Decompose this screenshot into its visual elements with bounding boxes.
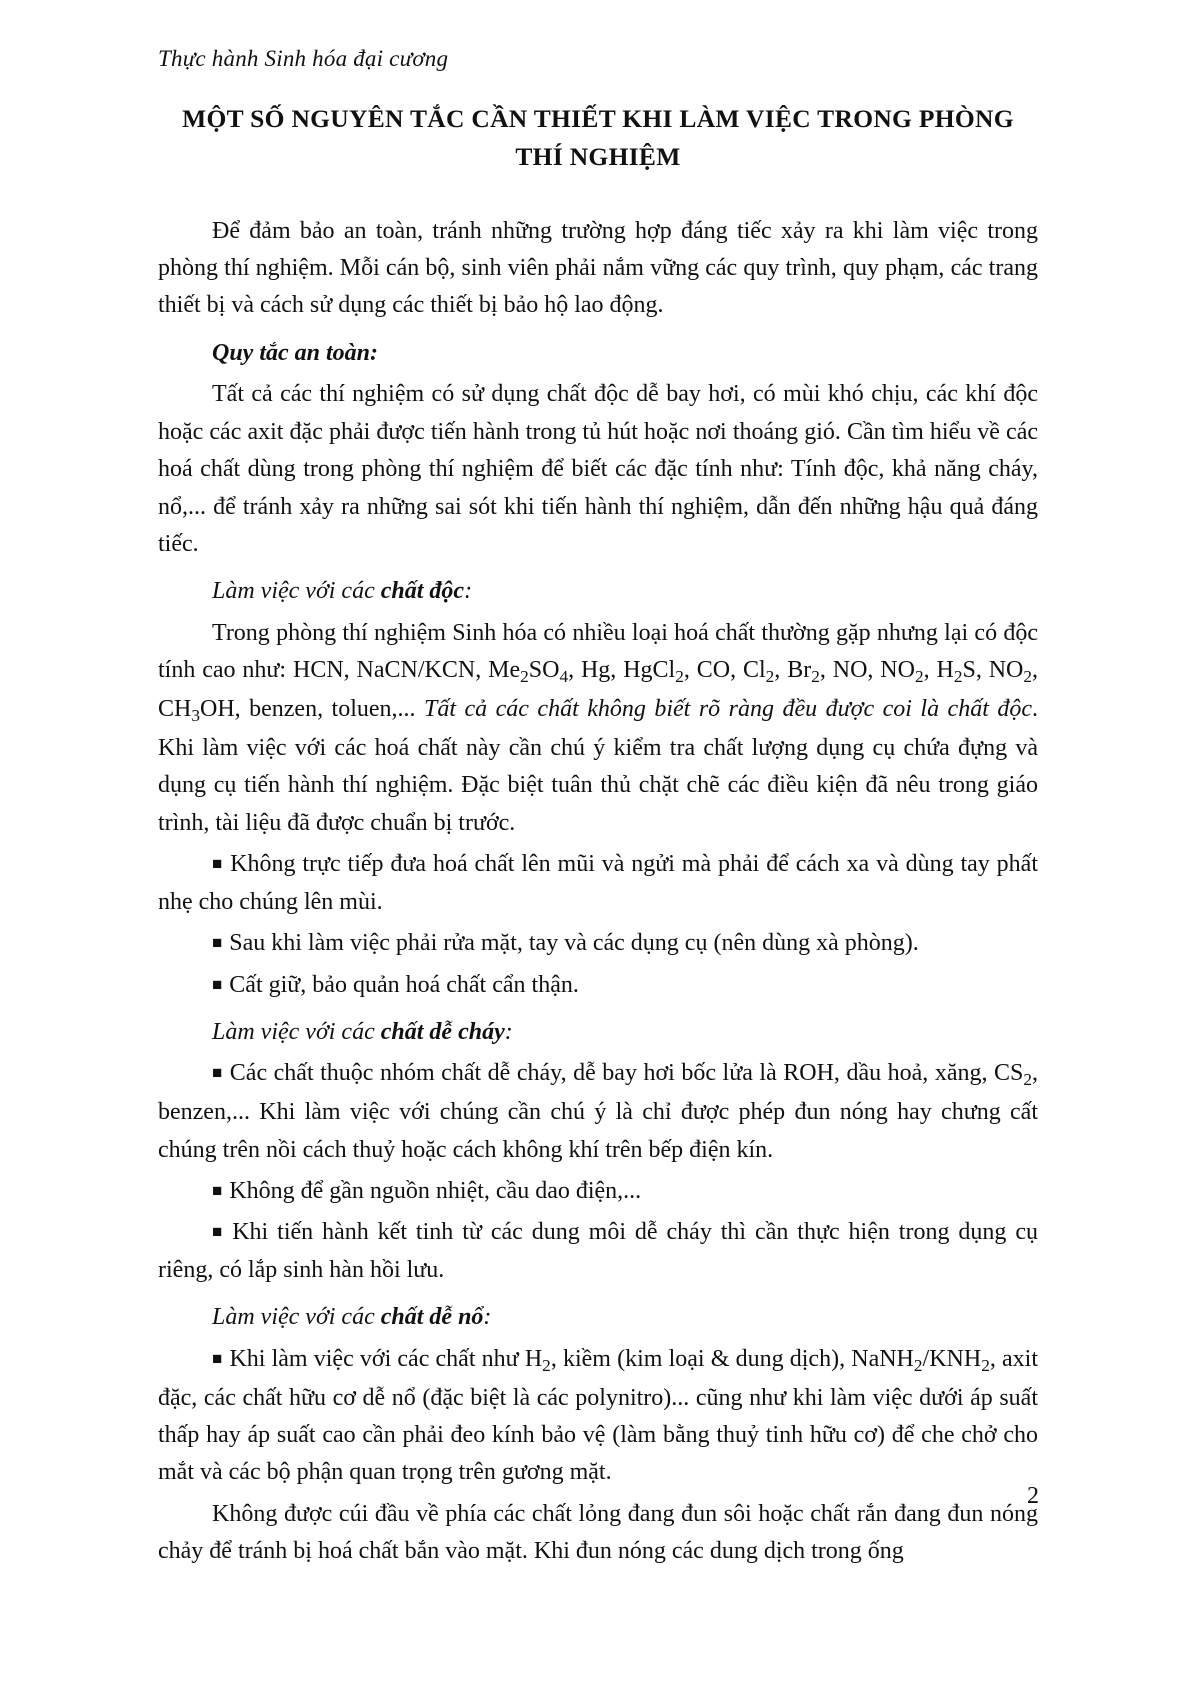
toxic-sub-2: 4 [559,667,569,687]
list-item [158,846,1038,921]
toxic-text-3: , Hg, HgCl [568,657,676,684]
section-heading-safety-rules [158,335,1038,372]
toxic-text-4: , CO, Cl [683,657,766,684]
section-heading-explosive-bold: chất dễ nổ [380,1304,484,1331]
toxic-text-6: , NO, NO [819,657,915,684]
flammable-text-1: Các chất thuộc nhóm chất dễ cháy, dễ bay hơi bốc lửa là ROH, dầu hoả, xăng, CS [229,1060,1024,1087]
section-heading-safety-rules-label: Quy tắc an toàn: [212,339,379,366]
explosive-text-2: , kiềm (kim loại & dung dịch), NaNH [550,1345,914,1372]
section-heading-toxic-suffix: : [464,578,473,605]
toxic-sub-4: 2 [765,667,775,687]
explosive-sub-2: 2 [913,1355,923,1375]
toxic-text-9: , CH [158,657,1039,723]
toxic-text-2: SO [528,657,560,684]
toxic-text-8: S, NO [962,657,1024,684]
section-heading-toxic [158,573,1038,610]
section-heading-flammable-suffix: : [504,1018,513,1045]
toxic-sub-9: 3 [191,705,200,725]
running-head: Thực hành Sinh hóa đại cương [158,46,449,71]
page-number: 2 [1027,1483,1039,1509]
page-title-line-2: THÍ NGHIỆM [515,142,681,172]
bullet-square-icon: ■ [212,974,223,994]
explosive-text-3: /KNH [922,1345,982,1372]
section-heading-explosive-prefix: Làm việc với các [212,1304,381,1331]
flammable-text-2: , benzen,... Khi làm việc với chúng cần chú ý là chỉ được phép đun nóng hay chưng cất chúng trên nồi cách thuỷ hoặc cách không khí trên bếp điện kín. [158,1060,1038,1163]
page-title-line-1: MỘT SỐ NGUYÊN TẮC CẦN THIẾT KHI LÀM VIỆC TRONG PHÒNG [182,104,1014,133]
bullet-square-icon: ■ [212,1348,223,1368]
toxic-text-5: , Br [774,657,812,684]
closing-paragraph: Không được cúi đầu về phía các chất lỏng đang đun sôi hoặc chất rắn đang đun nóng chảy để tránh bị hoá chất bắn vào mặt. Khi đun nóng các dung dịch trong ống [158,1500,1038,1565]
list-item [158,1173,1038,1210]
toxic-sub-5: 2 [811,667,820,687]
list-item-label: Khi tiến hành kết tinh từ các dung môi dễ cháy thì cần thực hiện trong dụng cụ riêng, có lắp sinh hàn hồi lưu. [158,1219,1038,1283]
page-content [158,46,1038,1575]
section-paragraph-safety-rules: Tất cả các thí nghiệm có sử dụng chất độc dễ bay hơi, có mùi khó chịu, các khí độc hoặc các axit đặc phải được tiến hành trong tủ hút hoặc nơi thoáng gió. Cần tìm hiểu về các hoá chất dùng trong phòng thí nghiệm để biết các đặc tính như: Tính độc, khả năng cháy, nổ,... để tránh xảy ra những sai sót khi tiến hành thí nghiệm, dẫn đến những hậu quả đáng tiếc. [158,381,1038,557]
section-heading-flammable-prefix: Làm việc với các [212,1018,381,1045]
intro-paragraph: Để đảm bảo an toàn, tránh những trường hợp đáng tiếc xảy ra khi làm việc trong phòng thí nghiệm. Mỗi cán bộ, sinh viên phải nắm vững các quy trình, quy phạm, các trang thiết bị và cách sử dụng các thiết bị bảo hộ lao động. [158,217,1038,319]
section-heading-explosive [158,1299,1038,1336]
section-heading-flammable [158,1014,1038,1051]
toxic-sub-1: 2 [520,667,529,687]
toxic-text-7: , H [923,657,954,684]
toxic-sub-7: 2 [953,667,963,687]
toxic-text-11: . Khi làm việc với các hoá chất này cần chú ý kiểm tra chất lượng dụng cụ chứa đựng và dụng cụ tiến hành thí nghiệm. Đặc biệt tuân thủ chặt chẽ các điều kiện đã nêu trong giáo trình, tài liệu đã được chuẩn bị trước. [158,696,1039,836]
section-heading-toxic-prefix: Làm việc với các [212,578,381,605]
section-heading-explosive-suffix: : [483,1304,492,1331]
list-item [158,1341,1038,1492]
toxic-sub-8: 2 [1023,667,1033,687]
section-heading-toxic-bold: chất độc [380,578,465,605]
bullet-square-icon: ■ [212,854,224,874]
bullet-square-icon: ■ [212,933,223,953]
list-item-label: Sau khi làm việc phải rửa mặt, tay và các dụng cụ (nên dùng xà phòng). [229,930,919,957]
list-item [158,1055,1038,1169]
list-item-label: Không để gần nguồn nhiệt, cầu dao điện,... [229,1178,642,1205]
toxic-text-1: Trong phòng thí nghiệm Sinh hóa có nhiều loại hoá chất thường gặp nhưng lại có độc tính cao như: HCN, NaCN/KCN, Me [158,619,1038,684]
toxic-text-10: OH, benzen, toluen,... [199,696,425,723]
list-item [158,925,1038,962]
page-title [158,100,1038,177]
section-heading-flammable-bold: chất dễ cháy [380,1018,505,1045]
list-item [158,1214,1038,1289]
bullet-square-icon: ■ [212,1181,223,1201]
toxic-italic-clause: Tất cả các chất không biết rõ ràng đều được coi là chất độc [424,696,1033,723]
bullet-square-icon: ■ [212,1063,223,1083]
bullet-square-icon: ■ [212,1222,226,1242]
list-item [158,967,1038,1004]
flammable-sub-1: 2 [1023,1070,1032,1090]
toxic-sub-3: 2 [675,667,684,687]
section-paragraph-toxic [158,615,1038,842]
explosive-sub-1: 2 [542,1355,551,1375]
toxic-sub-6: 2 [914,667,924,687]
list-item-label: Cất giữ, bảo quản hoá chất cẩn thận. [229,971,579,998]
list-item-label: Không trực tiếp đưa hoá chất lên mũi và ngửi mà phải để cách xa và dùng tay phất nhẹ cho chúng lên mùi. [158,851,1038,915]
explosive-text-4: , axit đặc, các chất hữu cơ dễ nổ (đặc biệt là các polynitro)... cũng như khi làm việc dưới áp suất thấp hay áp suất cao cần phải đeo kính bảo vệ (làm bằng thuỷ tinh hữu cơ) để che chở cho mắt và các bộ phận quan trọng trên gương mặt. [158,1345,1038,1486]
explosive-sub-3: 2 [981,1355,990,1375]
explosive-text-1: Khi làm việc với các chất như H [229,1345,543,1372]
